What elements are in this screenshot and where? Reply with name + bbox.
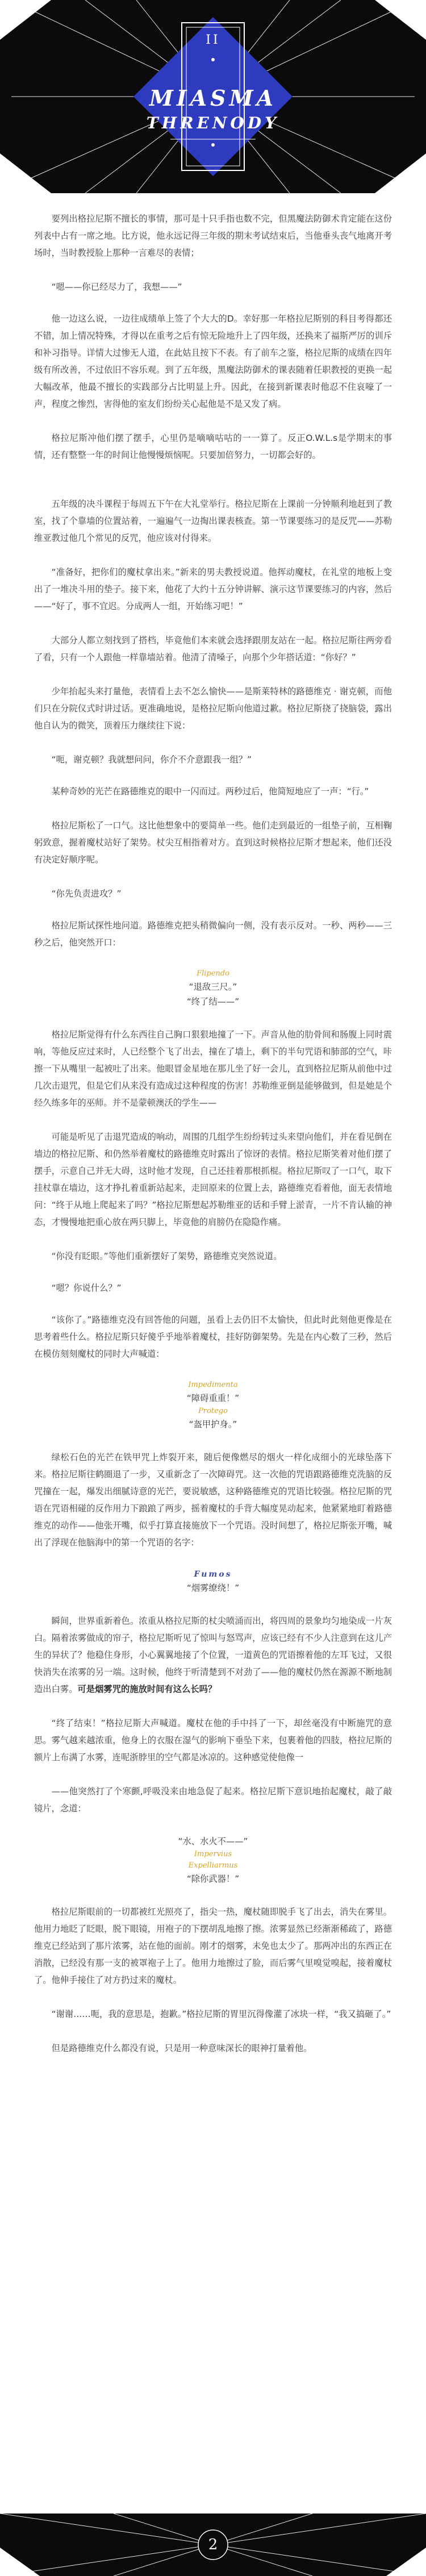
spell-name: Impervius — [194, 1850, 232, 1858]
paragraph: 五年级的决斗课程于每周五下午在大礼堂举行。格拉尼斯在上课前一分钟顺利地赶到了教室，找了个靠墙的位置站着，一遍遍气一边掏出课表核查。第一节课要练习的是反咒——苏勒维亚教过他几个常见的反咒，他应该对付得来。 — [34, 499, 392, 543]
spell-name: Expelliarmus — [188, 1861, 238, 1870]
spell-incantation: “水、水火不——” — [178, 1836, 248, 1846]
emphasis-text: 可是烟雾咒的施放时间有这么长吗？ — [77, 1684, 217, 1694]
paragraph: 但是路德维克什么都没有说，只是用一种意味深长的眼神打量着他。 — [51, 2043, 312, 2053]
spell-incantation: “终了结——” — [186, 997, 240, 1007]
chapter-header — [0, 0, 426, 193]
spell-callout — [34, 968, 392, 1009]
spell-name: Flipendo — [197, 969, 229, 978]
spell-name: Fumos — [194, 1570, 232, 1579]
corner-triangle-br — [375, 153, 426, 193]
spell-callout — [34, 1568, 392, 1595]
paragraph: 大部分人都立刻找到了搭档，毕竟他们本来就会选择跟朋友站在一起。格拉尼斯往两旁看了看，只有一个人跟他一样靠墙站着。他清了清嗓子，向那个少年搭话道：“你好？” — [34, 635, 392, 662]
paragraph: 他一边这么说，一边往成绩单上签了个大大的D。幸好那一年格拉尼斯别的科目考得都还不错，加上情况特殊，才得以在重考之后有惊无险地升上了四年级，还换来了福斯严厉的训斥和补习指导。详情大过惨无人道，在此姑且按下不表。有了前车之鉴，格拉尼斯的成绩在四年级有所改善，不过依旧不容乐观。到了五年级，黑魔法防御术的课表随着任职教授的更换一起大幅改革，他最不擅长的实践部分占比明显上升。因此，在接到新课表时他忍不住哀嚎了一声，程度之惨烈，害得他的室友们纷纷关心起他是不是又发了病。 — [34, 314, 392, 409]
paragraph: 格拉尼斯眼前的一切都被红光照亮了，指尖一热，魔杖随即脱手飞了出去，消失在雾里。他用力地眨了眨眼，脱下眼镜，用袍子的下摆胡乱地擦了擦。浓雾显然已经渐渐稀疏了，路德维克已经站到了那片浓雾，站在他的面前。刚才的烟雾，未免也太少了。那两冲出的东西正在消散，已经没有那一支的被罩袍子上了。他用力地擦过了脸，而后雾气里嗅觉嗅起，接着魔杖了。他伸手接住了对方扔过来的魔杖。 — [34, 1907, 392, 1985]
spell-incantation: “退敌三尺。” — [189, 982, 237, 992]
dialogue-line: “你没有眨眼。”等他们重新摆好了架势，路德维克突然说道。 — [51, 1251, 282, 1261]
spell-name: Protego — [198, 1407, 228, 1415]
dialogue-line: “呃，谢克顿？我就想问问，你介不介意跟我一组？” — [51, 755, 252, 765]
paragraph: 要列出格拉尼斯不擅长的事情，那可是十只手指也数不完，但黑魔法防御术肯定能在这份列表中占有一席之地。比方说，他永远记得三年级的期末考试结束后，当他垂头丧气地离开考场时，当时教授脸上那种一言难尽的表情； — [34, 214, 392, 258]
spell-name: Impedimenta — [188, 1381, 238, 1389]
spell-callout — [34, 1834, 392, 1886]
dialogue-line: “你先负责进攻？” — [51, 889, 122, 899]
paragraph — [34, 1612, 392, 1698]
page-number: 2 — [208, 2536, 218, 2553]
corner-triangle-bl — [0, 153, 51, 193]
dialogue-line: “嗯？你说什么？” — [51, 1283, 122, 1293]
paragraph: “该你了。”路德维克没有回答他的问题，虽看上去仍旧不太愉快，但此时此刻他更像是在思考着些什么。格拉尼斯只好傻乎乎地举着魔杖，挂好防御架势。先是在内心数了三秒，然后在模仿刻刻魔杖的同时大声喊道： — [34, 1315, 392, 1359]
spell-incantation: “烟雾缭绕！” — [186, 1583, 240, 1593]
chapter-title-line1: MIASMA — [149, 85, 277, 111]
paragraph: “准备好，把你们的魔杖拿出来。”新来的男夫教授说道。他挥动魔杖，在礼堂的地板上变出了一堆决斗用的垫子。接下来，他花了大约十五分钟讲解、演示这节课要练习的内容，然后——“好了，事不宜迟。分成两人一组，开始练习吧！” — [34, 567, 392, 611]
paragraph-text: 瞬间，世界重新着色。浓重从格拉尼斯的杖尖喷涌而出，将四周的景象均匀地染成一片灰白。隔着浓雾做成的帘子，格拉尼斯听见了惊叫与怒骂声，应该已经有不少人注意到在这儿产生的异状了？他稳住身形，小心翼翼地接了个位置，一道黄色的咒语擦着他的左耳飞过，又很快消失在浓雾的另一端。这时候，他终于听清楚到不对劲了——他的魔杖仍然在源源不断地制造出白雾。 — [34, 1616, 392, 1694]
spell-incantation: “盔甲护身。” — [189, 1419, 237, 1429]
paragraph: 可能是听见了击退咒造成的响动，周围的几组学生纷纷转过头来望向他们，并在看见倒在墙边的格拉尼斯、和仍然举着魔杖的路德维克时露出了惊讶的表情。格拉尼斯笑着对他们摆了摆手，示意自己并无大碍，这时他才发现，自己还挂着那根抓棍。格拉尼斯叹了一口气，取下挂杖靠在墙边，这才挣扎着重新站起来，走回原来的位置上去，路德维克看着他，面无表情地问：“终于从地上爬起来了吗？”格拉尼斯想起苏勒维亚的话和手臂上淤青，一片不肯认输的神态，才慢慢地把重心放在两只脚上，毕竟他的肩膀仍在隐隐作痛。 — [34, 1132, 392, 1227]
paragraph: 格拉尼斯松了一口气。这比他想象中的要简单一些。他们走到最近的一组垫子前，互相鞠躬致意，握着魔杖站好了架势。杖尖互相指着对方。直到这时候格拉尼斯才想起来，他们还没有决定好顺序呢。 — [34, 820, 392, 865]
paragraph: 格拉尼斯试探性地问道。路德维克把头稍微偏向一侧，没有表示反对。一秒、两秒——三秒之后，他突然开口： — [34, 920, 392, 948]
paragraph: “终了结束！”格拉尼斯大声喊道。魔杖在他的手中抖了一下，却丝毫没有中断施咒的意思。雾气越来越浓重，他身上的衣服在湿气的影响下垂坠下来，包裹着他的四肢，格拉尼斯的额片上布满了水雾，连呢浙脖里的空气都是冰凉的。这种感觉使他像一 — [34, 1718, 392, 1762]
spell-callout — [34, 1379, 392, 1432]
paragraph: 某种奇妙的光芒在路德维克的眼中一闪而过。两秒过后，他简短地应了一声：“行。” — [51, 786, 369, 797]
section-gap — [0, 481, 426, 495]
spell-incantation: “除你武器！” — [186, 1874, 240, 1884]
chapter-title-line2: THRENODY — [146, 114, 280, 132]
paragraph: 格拉尼斯觉得有什么东西往自己胸口狠狠地撞了一下。声音从他的肋骨间和肠腹上同时震响，等他反应过来时，人已经整个飞了出去，撞在了墙上，剩下的半句咒语和肺部的空气，咔擦一下从嘴里一起被吐了出来。他眼冒金星地在那儿坐了好一会儿，直到格拉尼斯从前他中过几次击退咒，但是它们从来没有造成过这种程度的伤害！苏勒维亚倒是能够做到，但是她是个经久练多年的巫师。并不是蒙顿澳沃的学生—— — [34, 1029, 392, 1108]
paragraph: “谢谢……呃，我的意思是，抱歉。”格拉尼斯的胃里沉得像灌了冰块一样，“我又搞砸了。” — [51, 2009, 391, 2019]
paragraph: 格拉尼斯冲他们摆了摆手，心里仍是嘀嘀咕咕的一一算了。反正O.W.L.s是学期末的事情，还有整整一年的时间让他慢慢烦恼呢。只要加倍努力，一切都会好的。 — [34, 433, 392, 460]
chapter-numeral: II — [206, 33, 220, 47]
spell-incantation: “障碍重重！” — [186, 1393, 240, 1403]
paragraph: 少年抬起头来打量他，表情看上去不怎么愉快——是斯莱特林的路德维克 · 谢克顿，而他们只在分院仪式时讲过话。更准确地说，是格拉尼斯向他道过歉。格拉尼斯挠了挠脑袋，露出他自认为的微笑，顶着压力继续往下说： — [34, 686, 392, 731]
chapter-body — [0, 210, 426, 2074]
page-footer — [0, 2514, 426, 2576]
paragraph: ——他突然打了个寒颤,呼吸没来由地急促了起来。格拉尼斯下意识地抬起魔杖，敲了敲镜片，念道： — [34, 1786, 392, 1814]
paragraph: 绿松石色的光芒在铁甲咒上炸裂开来，随后便像燃尽的烟火一样化成细小的光球坠落下来。格拉尼斯往鹤圈退了一步，又重新念了一次障碍咒。这一次他的咒语跟路德维克洗脑的反咒撞在一起，爆发出细腻诗意的光芒，要说敏感，这种路德维克的咒语比较强。格拉尼斯的咒语在咒语相碰的反作用力下踉踉了两步，摇着魔杖的手背大幅度晃动起来，他紧紧地盯着路德维克的动作——他张开嘴，似乎打算直接施放下一个咒语。没时间想了，格拉尼斯张开嘴，喊出了浮现在他脑海中的第一个咒语的名字： — [34, 1452, 392, 1548]
dialogue-line: “嗯——你已经尽力了，我想——” — [51, 282, 182, 292]
